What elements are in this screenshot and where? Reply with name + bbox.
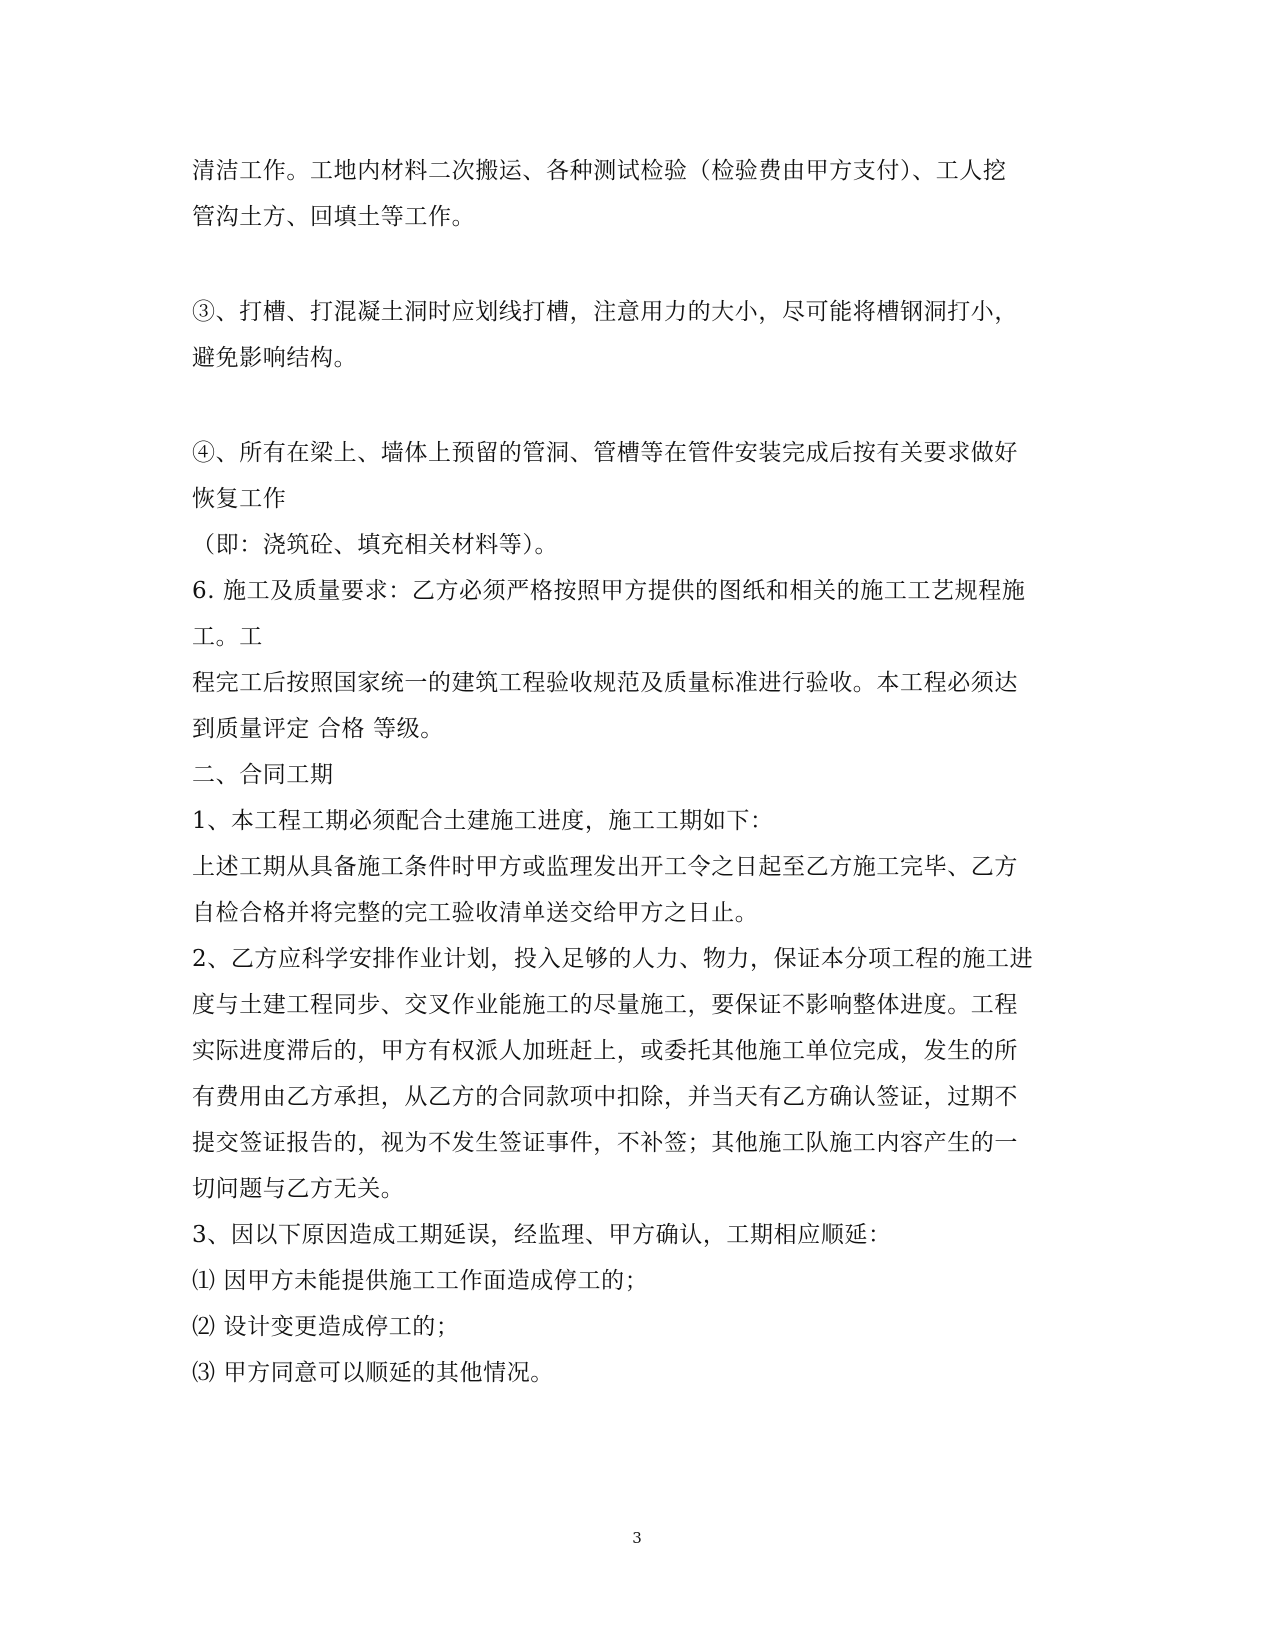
text-line: 管沟土方、回填土等工作。 — [192, 204, 476, 230]
page-number: 3 — [632, 1529, 642, 1547]
text-line: 实际进度滞后的，甲方有权派人加班赶上，或委托其他施工单位完成，发生的所 — [192, 1038, 1018, 1064]
text-line: 清洁工作。工地内材料二次搬运、各种测试检验（检验费由甲方支付）、工人挖 — [192, 158, 1007, 184]
text-line: 有费用由乙方承担，从乙方的合同款项中扣除，并当天有乙方确认签证，过期不 — [192, 1084, 1018, 1110]
text-line: 提交签证报告的，视为不发生签证事件，不补签；其他施工队施工内容产生的一 — [192, 1130, 1018, 1156]
text-line: ③、打槽、打混凝土洞时应划线打槽，注意用力的大小，尽可能将槽钢洞打小， — [192, 299, 1018, 325]
text-line: 工。工 — [192, 624, 263, 650]
text-line: 3、因以下原因造成工期延误，经监理、甲方确认，工期相应顺延： — [192, 1222, 892, 1248]
text-line: 1、本工程工期必须配合土建施工进度，施工工期如下： — [192, 808, 774, 834]
text-line: ④、所有在梁上、墙体上预留的管洞、管槽等在管件安装完成后按有关要求做好 — [192, 440, 1018, 466]
text-line: （即：浇筑砼、填充相关材料等）。 — [192, 532, 559, 558]
section-heading: 二、合同工期 — [192, 762, 334, 788]
text-line: 程完工后按照国家统一的建筑工程验收规范及质量标准进行验收。本工程必须达 — [192, 670, 1018, 696]
text-line: 6. 施工及质量要求：乙方必须严格按照甲方提供的图纸和相关的施工工艺规程施 — [192, 578, 1026, 604]
list-item: ⑶ 甲方同意可以顺延的其他情况。 — [192, 1360, 554, 1386]
text-line: 到质量评定 合格 等级。 — [192, 716, 444, 742]
list-item: ⑴ 因甲方未能提供施工工作面造成停工的； — [192, 1268, 649, 1294]
text-line: 切问题与乙方无关。 — [192, 1176, 405, 1202]
text-line: 自检合格并将完整的完工验收清单送交给甲方之日止。 — [192, 900, 759, 926]
text-line: 恢复工作 — [192, 486, 287, 512]
text-line: 上述工期从具备施工条件时甲方或监理发出开工令之日起至乙方施工完毕、乙方 — [192, 854, 1018, 880]
text-line: 避免影响结构。 — [192, 345, 358, 371]
text-line: 2、乙方应科学安排作业计划，投入足够的人力、物力，保证本分项工程的施工进 — [192, 946, 1034, 972]
list-item: ⑵ 设计变更造成停工的； — [192, 1314, 460, 1340]
text-line: 度与土建工程同步、交叉作业能施工的尽量施工，要保证不影响整体进度。工程 — [192, 992, 1018, 1018]
